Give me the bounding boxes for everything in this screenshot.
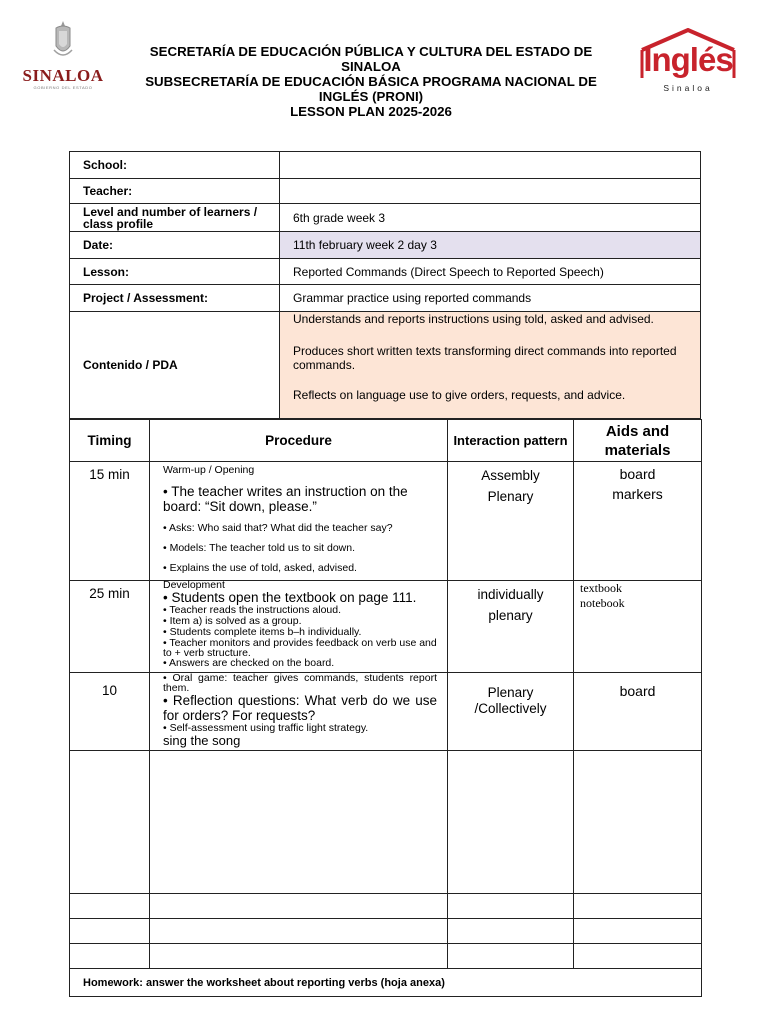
row-3-step-1: • Oral game: teacher gives commands, students report them.: [163, 672, 437, 694]
info-row-teacher: [70, 179, 701, 204]
empty-cell: [448, 919, 574, 944]
row-2-interaction-1: individually: [477, 587, 544, 602]
info-row-project: [70, 285, 701, 312]
empty-cell: [70, 894, 150, 919]
empty-cell: [574, 919, 702, 944]
timing-header: Timing: [70, 420, 150, 462]
row-1-step-0: Warm-up / Opening: [163, 464, 255, 476]
info-row-lesson: [70, 259, 701, 285]
level-value: 6th grade week 3: [280, 204, 701, 232]
row-1-interaction-1: Assembly: [481, 468, 540, 483]
table-row-empty: [70, 894, 702, 919]
empty-cell: [574, 751, 702, 894]
row-1-time: 15 min: [70, 462, 150, 581]
row-3-aid-1: board: [619, 683, 656, 699]
row-2-aid-2: notebook: [580, 596, 625, 610]
info-row-content: [70, 312, 701, 419]
row-1-step-4: • Explains the use of told, asked, advised.: [163, 562, 357, 574]
ingles-word: Inglés: [643, 41, 733, 78]
empty-cell: [70, 751, 150, 894]
empty-cell: [70, 944, 150, 969]
info-row-school: [70, 152, 701, 179]
table-row-empty: [70, 944, 702, 969]
procedure-header: Procedure: [150, 420, 448, 462]
homework-row: [70, 969, 702, 997]
row-2-step-4: • Students complete items b–h individually.: [163, 626, 362, 638]
pda-item-1: Understands and reports instructions using told, asked and advised.: [293, 312, 654, 326]
state-seal-icon: [52, 20, 74, 60]
info-row-level: [70, 204, 701, 232]
empty-cell: [448, 894, 574, 919]
row-1-interaction: [448, 462, 574, 581]
empty-cell: [448, 751, 574, 894]
lesson-info-table: [69, 151, 701, 419]
row-1-procedure: [150, 462, 448, 581]
row-3-procedure: [150, 673, 448, 751]
row-3-time: 10: [70, 673, 150, 751]
date-value: 11th february week 2 day 3: [280, 232, 701, 259]
row-2-interaction-2: plenary: [488, 608, 533, 623]
empty-cell: [150, 944, 448, 969]
teacher-label: Teacher:: [70, 179, 280, 204]
teacher-value: [280, 179, 701, 204]
empty-cell: [448, 944, 574, 969]
project-value: Grammar practice using reported commands: [280, 285, 701, 312]
lesson-label: Lesson:: [70, 259, 280, 285]
pda-item-2: Produces short written texts transforming direct commands into reported commands.: [293, 344, 677, 372]
row-3-aids: [574, 673, 702, 751]
header-line-2: SUBSECRETARÍA DE EDUCACIÓN BÁSICA PROGRAMA NACIONAL DE: [145, 74, 597, 89]
interaction-header: Interaction pattern: [448, 420, 574, 462]
aids-header: Aids and materials: [574, 420, 702, 462]
school-value: [280, 152, 701, 179]
row-2-step-6: • Answers are checked on the board.: [163, 657, 335, 669]
row-3-step-2: • Reflection questions: What verb do we use for orders? For requests?: [163, 693, 437, 723]
table-row-empty: [70, 919, 702, 944]
sinaloa-sub: GOBIERNO DEL ESTADO: [33, 85, 93, 90]
row-2-step-1: • Students open the textbook on page 111.: [163, 590, 417, 605]
row-2-step-5: • Teacher monitors and provides feedback on verb use and to + verb structure.: [163, 637, 437, 659]
row-3-step-3: • Self-assessment using traffic light strategy.: [163, 722, 369, 734]
row-1-aid-1: board: [619, 466, 656, 482]
empty-cell: [150, 894, 448, 919]
table-row-empty: [70, 751, 702, 894]
row-2-step-0: Development: [163, 579, 225, 591]
empty-cell: [574, 944, 702, 969]
row-3-interaction-1: Plenary: [487, 685, 534, 700]
content-label: Contenido / PDA: [70, 312, 280, 419]
sinaloa-logo: [22, 20, 104, 92]
date-label: Date:: [70, 232, 280, 259]
row-3-step-4: sing the song: [163, 733, 241, 748]
level-label: Level and number of learners / class profile: [70, 204, 280, 232]
ingles-city: Sinaloa: [663, 83, 713, 93]
row-2-procedure: [150, 581, 448, 673]
lesson-value: Reported Commands (Direct Speech to Reported Speech): [280, 259, 701, 285]
row-1-step-3: • Models: The teacher told us to sit down.: [163, 542, 355, 554]
header-line-3: INGLÉS (PRONI): [318, 89, 424, 104]
empty-cell: [574, 894, 702, 919]
header-line-4: LESSON PLAN 2025-2026: [290, 104, 452, 119]
table-row: [70, 462, 702, 581]
school-label: School:: [70, 152, 280, 179]
row-2-time: 25 min: [70, 581, 150, 673]
table-row: [70, 673, 702, 751]
procedure-table: [69, 419, 702, 997]
homework-text: Homework: answer the worksheet about reporting verbs (hoja anexa): [70, 969, 702, 997]
header-line-1: SECRETARÍA DE EDUCACIÓN PÚBLICA Y CULTURA DEL ESTADO DE SINALOA: [149, 44, 593, 74]
sinaloa-brand: SINALOA: [22, 66, 104, 85]
ingles-logo: [636, 28, 740, 98]
row-2-aids: [574, 581, 702, 673]
row-1-step-1: • The teacher writes an instruction on the board: “Sit down, please.”: [163, 484, 408, 514]
row-1-interaction-2: Plenary: [487, 489, 534, 504]
pda-cell: [280, 312, 701, 419]
row-2-aid-1: textbook: [580, 581, 622, 595]
document-header: [118, 44, 624, 119]
row-1-aid-2: markers: [612, 486, 663, 502]
row-2-step-3: • Item a) is solved as a group.: [163, 615, 302, 627]
empty-cell: [70, 919, 150, 944]
empty-cell: [150, 919, 448, 944]
project-label: Project / Assessment:: [70, 285, 280, 312]
procedure-header-row: [70, 420, 702, 462]
row-3-interaction-2: /Collectively: [474, 701, 547, 716]
row-1-aids: [574, 462, 702, 581]
row-2-step-2: • Teacher reads the instructions aloud.: [163, 604, 342, 616]
row-3-interaction: [448, 673, 574, 751]
info-row-date: [70, 232, 701, 259]
pda-item-3: Reflects on language use to give orders, requests, and advice.: [293, 388, 626, 402]
row-2-interaction: [448, 581, 574, 673]
empty-cell: [150, 751, 448, 894]
table-row: [70, 581, 702, 673]
row-1-step-2: • Asks: Who said that? What did the teacher say?: [163, 522, 393, 534]
